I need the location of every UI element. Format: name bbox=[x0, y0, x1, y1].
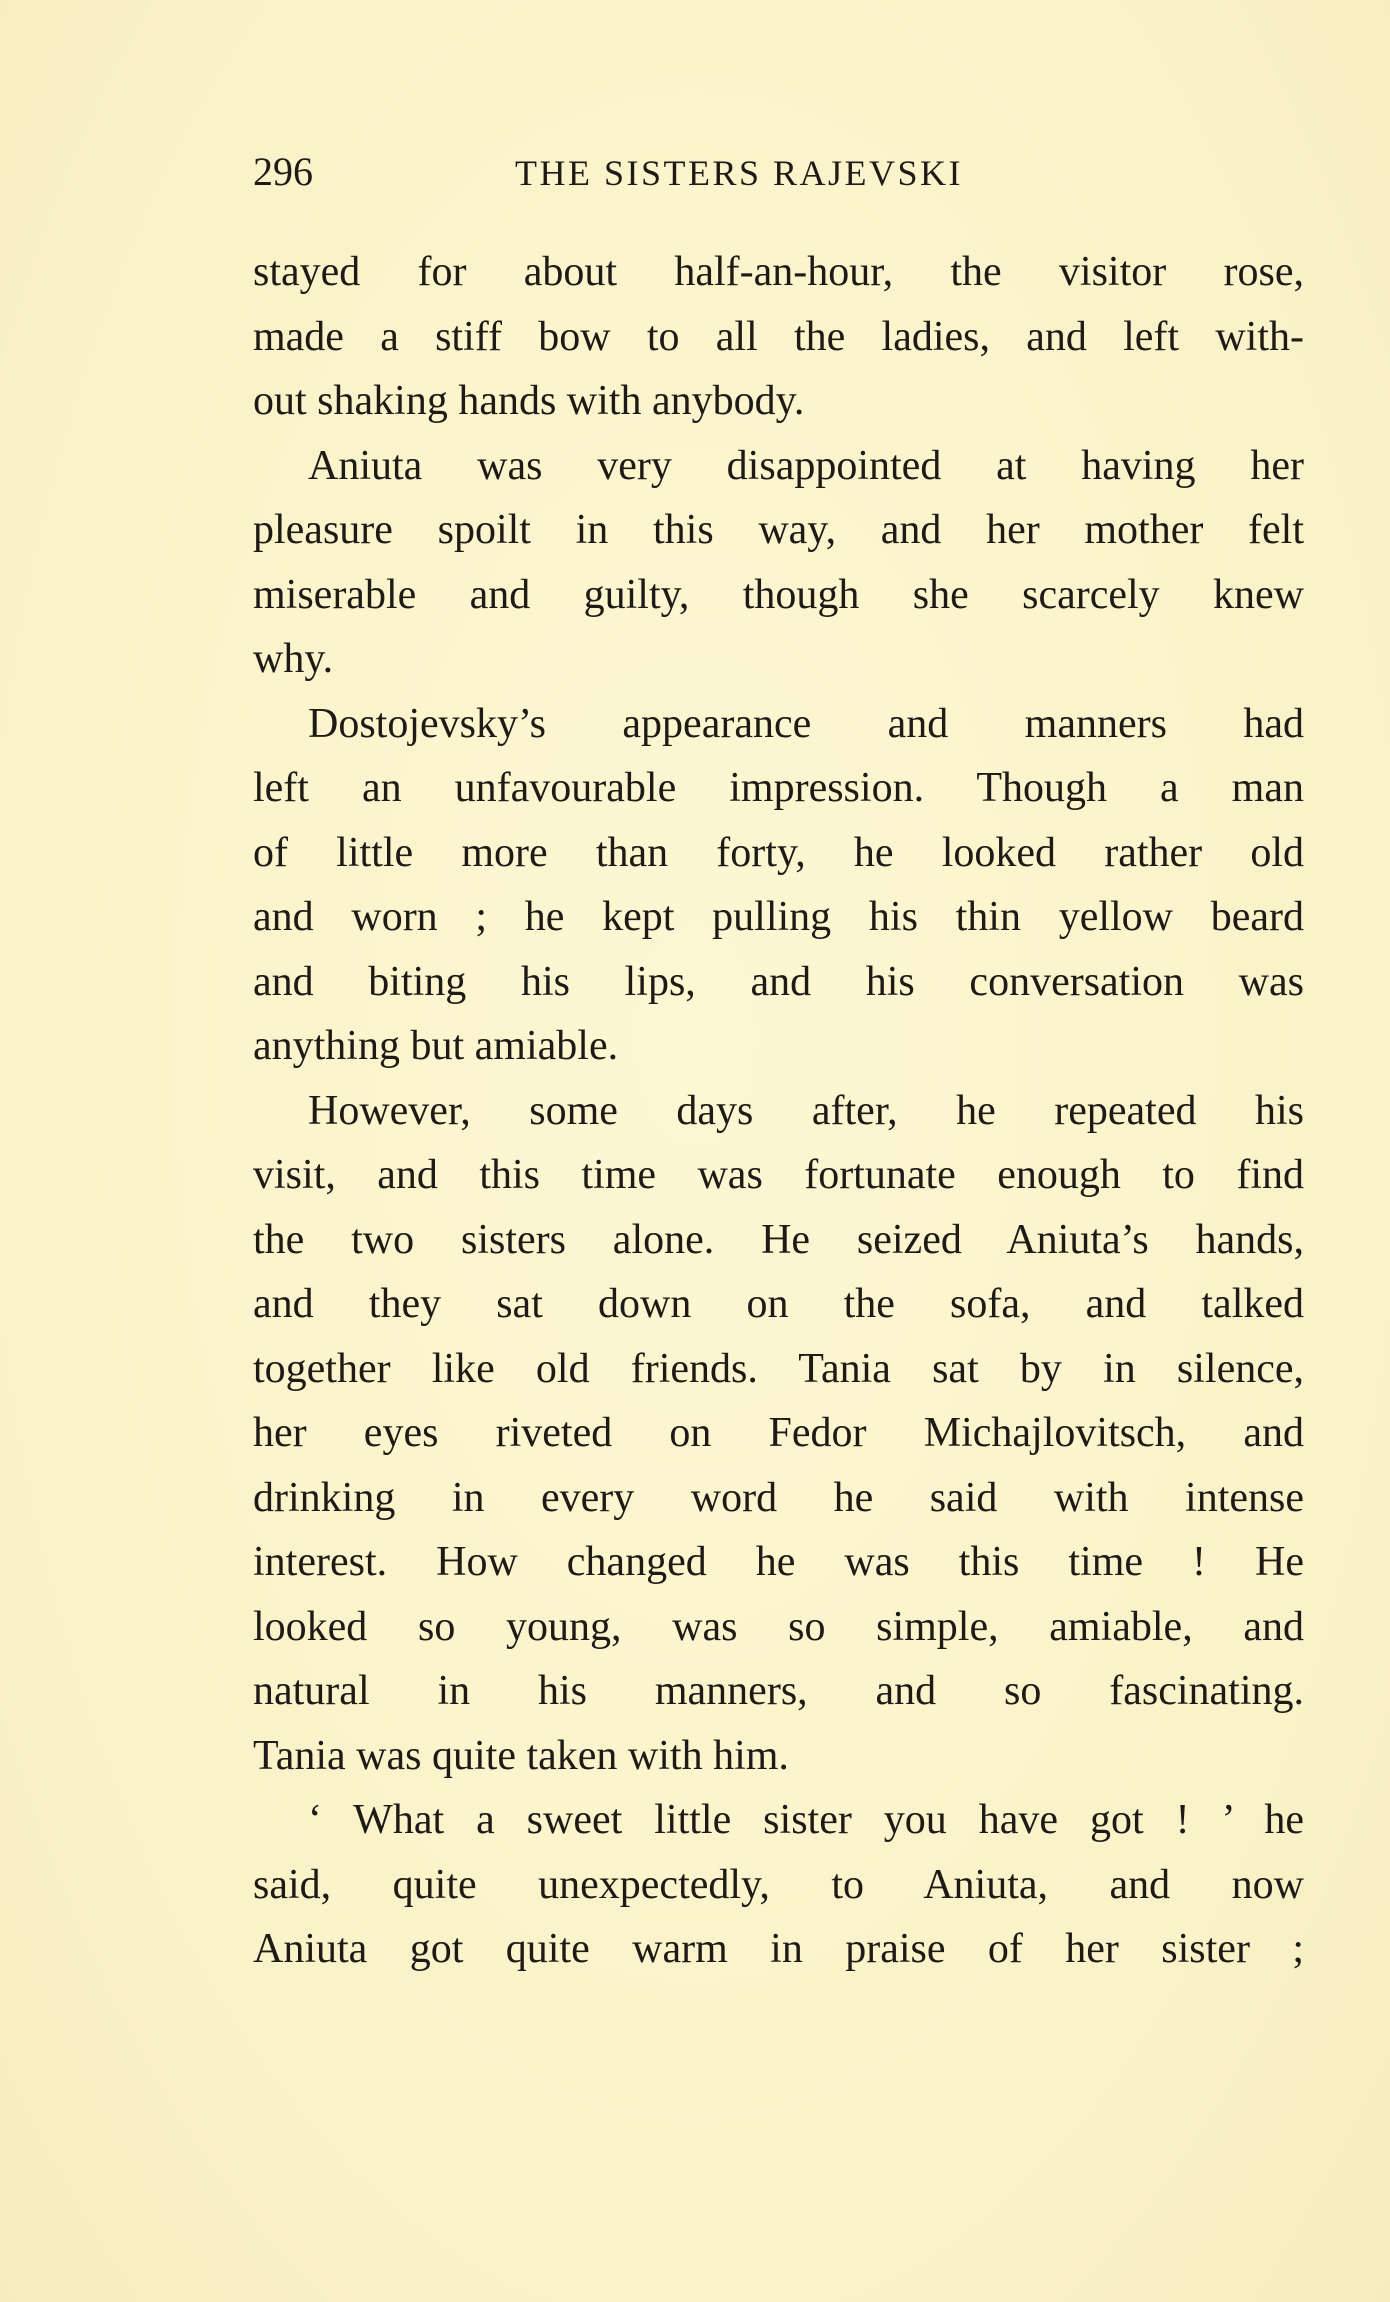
text-line: drinking in every word he said with intense bbox=[253, 1474, 1304, 1521]
text-line: made a stiff bow to all the ladies, and left with- bbox=[253, 313, 1304, 360]
page-number: 296 bbox=[253, 149, 313, 194]
text-line: anything but amiable. bbox=[253, 1023, 619, 1069]
text-line: together like old friends. Tania sat by in silence, bbox=[253, 1345, 1304, 1392]
text-line: of little more than forty, he looked rather old bbox=[253, 829, 1304, 876]
text-line: and they sat down on the sofa, and talked bbox=[253, 1281, 1304, 1327]
text-line: left an unfavourable impression. Though a man bbox=[253, 765, 1304, 811]
text-line: interest. How changed he was this time ! He bbox=[253, 1539, 1304, 1585]
running-head bbox=[253, 148, 1037, 198]
text-line: However, some days after, he repeated his bbox=[308, 1087, 1304, 1134]
text-line: said, quite unexpectedly, to Aniuta, and now bbox=[253, 1861, 1304, 1908]
running-title: THE SISTERS RAJEVSKI bbox=[515, 153, 964, 193]
text-line: out shaking hands with anybody. bbox=[253, 378, 805, 424]
text-line: looked so young, was so simple, amiable, and bbox=[253, 1603, 1304, 1650]
text-line: and worn ; he kept pulling his thin yellow beard bbox=[253, 894, 1304, 940]
text-line: and biting his lips, and his conversation was bbox=[253, 958, 1304, 1005]
body-text bbox=[253, 240, 1304, 1982]
text-line: Aniuta got quite warm in praise of her sister ; bbox=[253, 1926, 1304, 1972]
text-line: ‘ What a sweet little sister you have got ! ’ he bbox=[308, 1797, 1304, 1843]
text-line: her eyes riveted on Fedor Michajlovitsch, and bbox=[253, 1410, 1304, 1456]
text-line: Aniuta was very disappointed at having her bbox=[308, 442, 1304, 489]
text-line: the two sisters alone. He seized Aniuta’s hands, bbox=[253, 1216, 1304, 1263]
text-line: stayed for about half-an-hour, the visitor rose, bbox=[253, 249, 1304, 295]
text-line: pleasure spoilt in this way, and her mother felt bbox=[253, 507, 1304, 553]
text-line: why. bbox=[253, 636, 334, 682]
text-line: Dostojevsky’s appearance and manners had bbox=[308, 700, 1304, 747]
text-line: natural in his manners, and so fascinating. bbox=[253, 1668, 1304, 1714]
text-line: Tania was quite taken with him. bbox=[253, 1732, 789, 1779]
text-line: miserable and guilty, though she scarcely knew bbox=[253, 571, 1304, 618]
text-line: visit, and this time was fortunate enough to find bbox=[253, 1152, 1304, 1198]
